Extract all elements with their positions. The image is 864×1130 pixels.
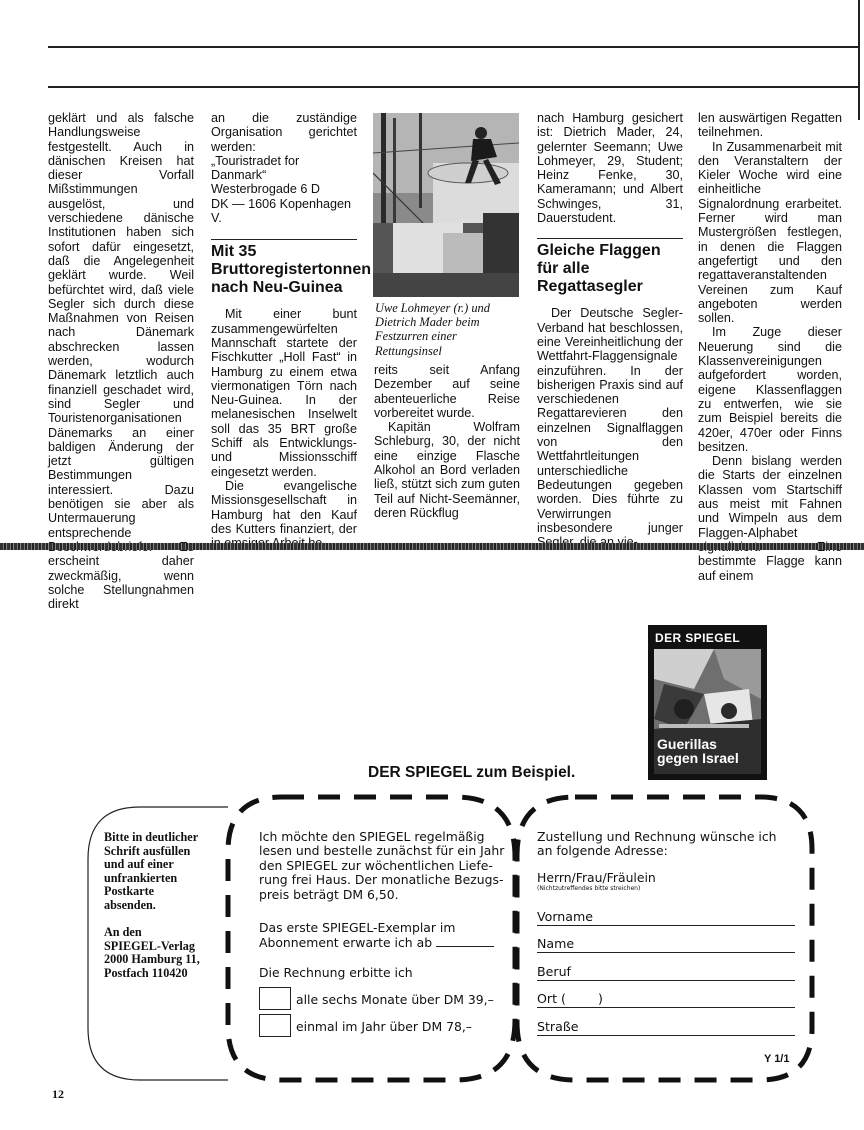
option-six-months-label: alle sechs Monate über DM 39,– xyxy=(296,992,494,1007)
option-yearly-checkbox[interactable] xyxy=(259,1014,291,1037)
order-line: lesen und bestelle zunächst für ein Jahr xyxy=(259,843,505,859)
order-line: preis beträgt DM 6,50. xyxy=(259,886,399,902)
instruction-line: Schrift ausfüllen xyxy=(104,843,191,858)
article-paragraph: Mit einer bunt zusammengewürfelten Mannschaft startete der Fischkutter „Holl Fast“ in Hamburg zu einem etwa viermonatigen Törn nach Neu-Guinea. In der melanesischen Inselwelt soll das 35 BRT große Schiff als Entwicklungs- und Missionsschiff eingesetzt werden. xyxy=(211,307,357,479)
address-line: „Touristradet for Danmark“ xyxy=(211,153,300,183)
instruction-line: Bitte in deutlicher xyxy=(104,830,199,844)
order-line: Ich möchte den SPIEGEL regelmäßig xyxy=(259,829,485,844)
article-paragraph: Denn bislang werden die Starts der einzelnen Klassen vom Startschiff aus meist mit Fahnen und Wimpeln aus dem Flaggen-Alphabet bestimmte Flagge kann auf einem xyxy=(698,454,842,583)
article-paragraph: Kapitän Wolfram Schleburg, 30, der nicht eine einzige Flasche Alkohol an Bord verladen ließ, stützt sich zum guten Teil auf Nicht-Seemänner, deren Rückflug xyxy=(374,420,520,520)
page-number: 12 xyxy=(52,1087,64,1101)
field-name[interactable]: Name xyxy=(537,936,795,953)
recipient-line: 2000 Hamburg 11, xyxy=(104,952,200,967)
field-strasse[interactable]: Straße xyxy=(537,1019,795,1036)
billing-label: Die Rechnung erbitte ich xyxy=(259,965,413,980)
instructions-block xyxy=(104,831,198,913)
order-text xyxy=(259,830,509,902)
article-paragraph: Der Deutsche Segler-Verband hat beschlossen, eine Vereinheitlichung der Wettfahrt-Flaggensignale einzuführen. In der bisherigen Praxis sind auf verschiedenen Regattarevieren den einzelnen Signalflaggen von den Wettfahrtleitungen unterschiedliche Bedeutungen gegeben worden. Dies führte zu Verwirrungen insbesondere junger xyxy=(537,306,683,535)
delivery-line: an folgende Adresse: xyxy=(537,843,668,859)
salutation: Herrn/Frau/Fräulein xyxy=(537,870,656,885)
ad-slogan: DER SPIEGEL zum Beispiel. xyxy=(368,764,576,781)
cover-title-line-2: gegen Israel xyxy=(657,750,739,766)
recipient-address xyxy=(104,926,200,980)
article-paragraph: nach Hamburg gesichert ist: Dietrich Mader, 24, gelernter Seemann; Uwe Lohmeyer, 29, Student; Heinz Fenke, 30, Kameramann; und Albert Schwinges, 31, Dauerstudent. xyxy=(537,111,683,226)
coupon-code: Y 1/1 xyxy=(764,1053,790,1065)
instruction-line: und auf einer xyxy=(104,857,174,872)
recipient-line: An den xyxy=(104,925,142,939)
field-beruf[interactable]: Beruf xyxy=(537,964,795,981)
article-paragraph: In Zusammenarbeit mit den Veranstaltern der Kieler Woche wird eine einheitliche Signalordnung erarbeitet. Ferner wird man Mustergrößen festlegen, in denen die Flaggen angefertigt und den regattaveranstaltenden Vereinen zum Kauf angeboten werden sollen. xyxy=(698,139,842,326)
option-yearly-label: einmal im Jahr über DM 78,– xyxy=(296,1019,472,1034)
delivery-line: Zustellung und Rechnung wünsche ich xyxy=(537,829,777,844)
order-line: den SPIEGEL zur wöchentlichen Liefe- xyxy=(259,857,493,873)
article-paragraph: geklärt und als falsche Handlungsweise festgestellt. Auch in dänischen Kreisen hat dieser Vorfall Mißstimmungen ausgelöst, und verschiedene dänische Institutionen haben sich sofort dafür eingesetzt, daß die Angelegenheit geklärt wurde. Weil befürchtet wird, daß viele Segler sich durch diese Maßnahmen von Reisen nach Dänemark abschrecken lassen werden, wodurch Dänemark letztlich auch finanziell geschadet wird, sind Segler und Touristenorganisationen Dänemarks an einer baldigen Änderung der jetzt gültigen Bestimmungen interessiert. Dazu benötigen sie aber als Untermauerung entsprechende erscheint daher zweckmäßig, wenn solche Stellungnahmen direkt xyxy=(48,111,194,612)
headline-flaggen: Gleiche Flaggen für alle Regattasegler xyxy=(537,238,683,296)
article-paragraph: reits seit Anfang Dezember auf seine abenteuerliche Reise vorbereitet wurde. xyxy=(374,363,520,420)
field-vorname[interactable]: Vorname xyxy=(537,909,795,926)
recipient-line: Postfach 110420 xyxy=(104,965,188,980)
address-line: Westerbrogade 6 D xyxy=(211,182,320,197)
first-copy-line: Das erste SPIEGEL-Exemplar im xyxy=(259,920,456,935)
recipient-line: SPIEGEL-Verlag xyxy=(104,938,195,953)
instruction-line: unfrankierten xyxy=(104,870,178,885)
instruction-line: absenden. xyxy=(104,897,156,912)
article-paragraph: len auswärtigen Regatten teilnehmen. xyxy=(698,111,842,140)
address-line: DK — 1606 Kopenhagen V. xyxy=(211,196,352,226)
delivery-text xyxy=(537,830,797,859)
field-ort[interactable]: Ort ( ) xyxy=(537,991,795,1008)
photo-caption: Uwe Lohmeyer (r.) und Dietrich Mader beim Festzurren einer Rettungsinsel xyxy=(375,301,490,358)
start-date-field[interactable] xyxy=(436,935,494,947)
cover-masthead: DER SPIEGEL xyxy=(655,631,741,645)
first-copy-text xyxy=(259,921,509,951)
article-paragraph: an die zuständige Organisation gerichtet werden: xyxy=(211,111,357,154)
start-date-row xyxy=(259,935,509,950)
article-paragraph: Die evangelische Missionsgesellschaft in Hamburg hat den Kauf des Kutters finanziert, der xyxy=(211,478,357,536)
cover-title-line-1: Guerillas xyxy=(657,736,717,752)
salutation-note: (Nichtzutreffendes bitte streichen) xyxy=(537,885,641,892)
order-line: rung frei Haus. Der monatliche Bezugs- xyxy=(259,872,504,888)
instruction-line: Postkarte xyxy=(104,884,155,899)
article-paragraph: Im Zuge dieser Neuerung sind die Klassenvereinigungen aufgefordert worden, eigene Klassenflaggen zu entwerfen, wie sie zum Beispiel bereits die 420er, 470er oder Finns besitzen. xyxy=(698,325,842,454)
headline-neu-guinea: Mit 35 Bruttoregistertonnen nach Neu-Guinea xyxy=(211,239,357,297)
start-date-label: Abonnement erwarte ich ab xyxy=(259,935,433,951)
option-six-months-checkbox[interactable] xyxy=(259,987,291,1010)
